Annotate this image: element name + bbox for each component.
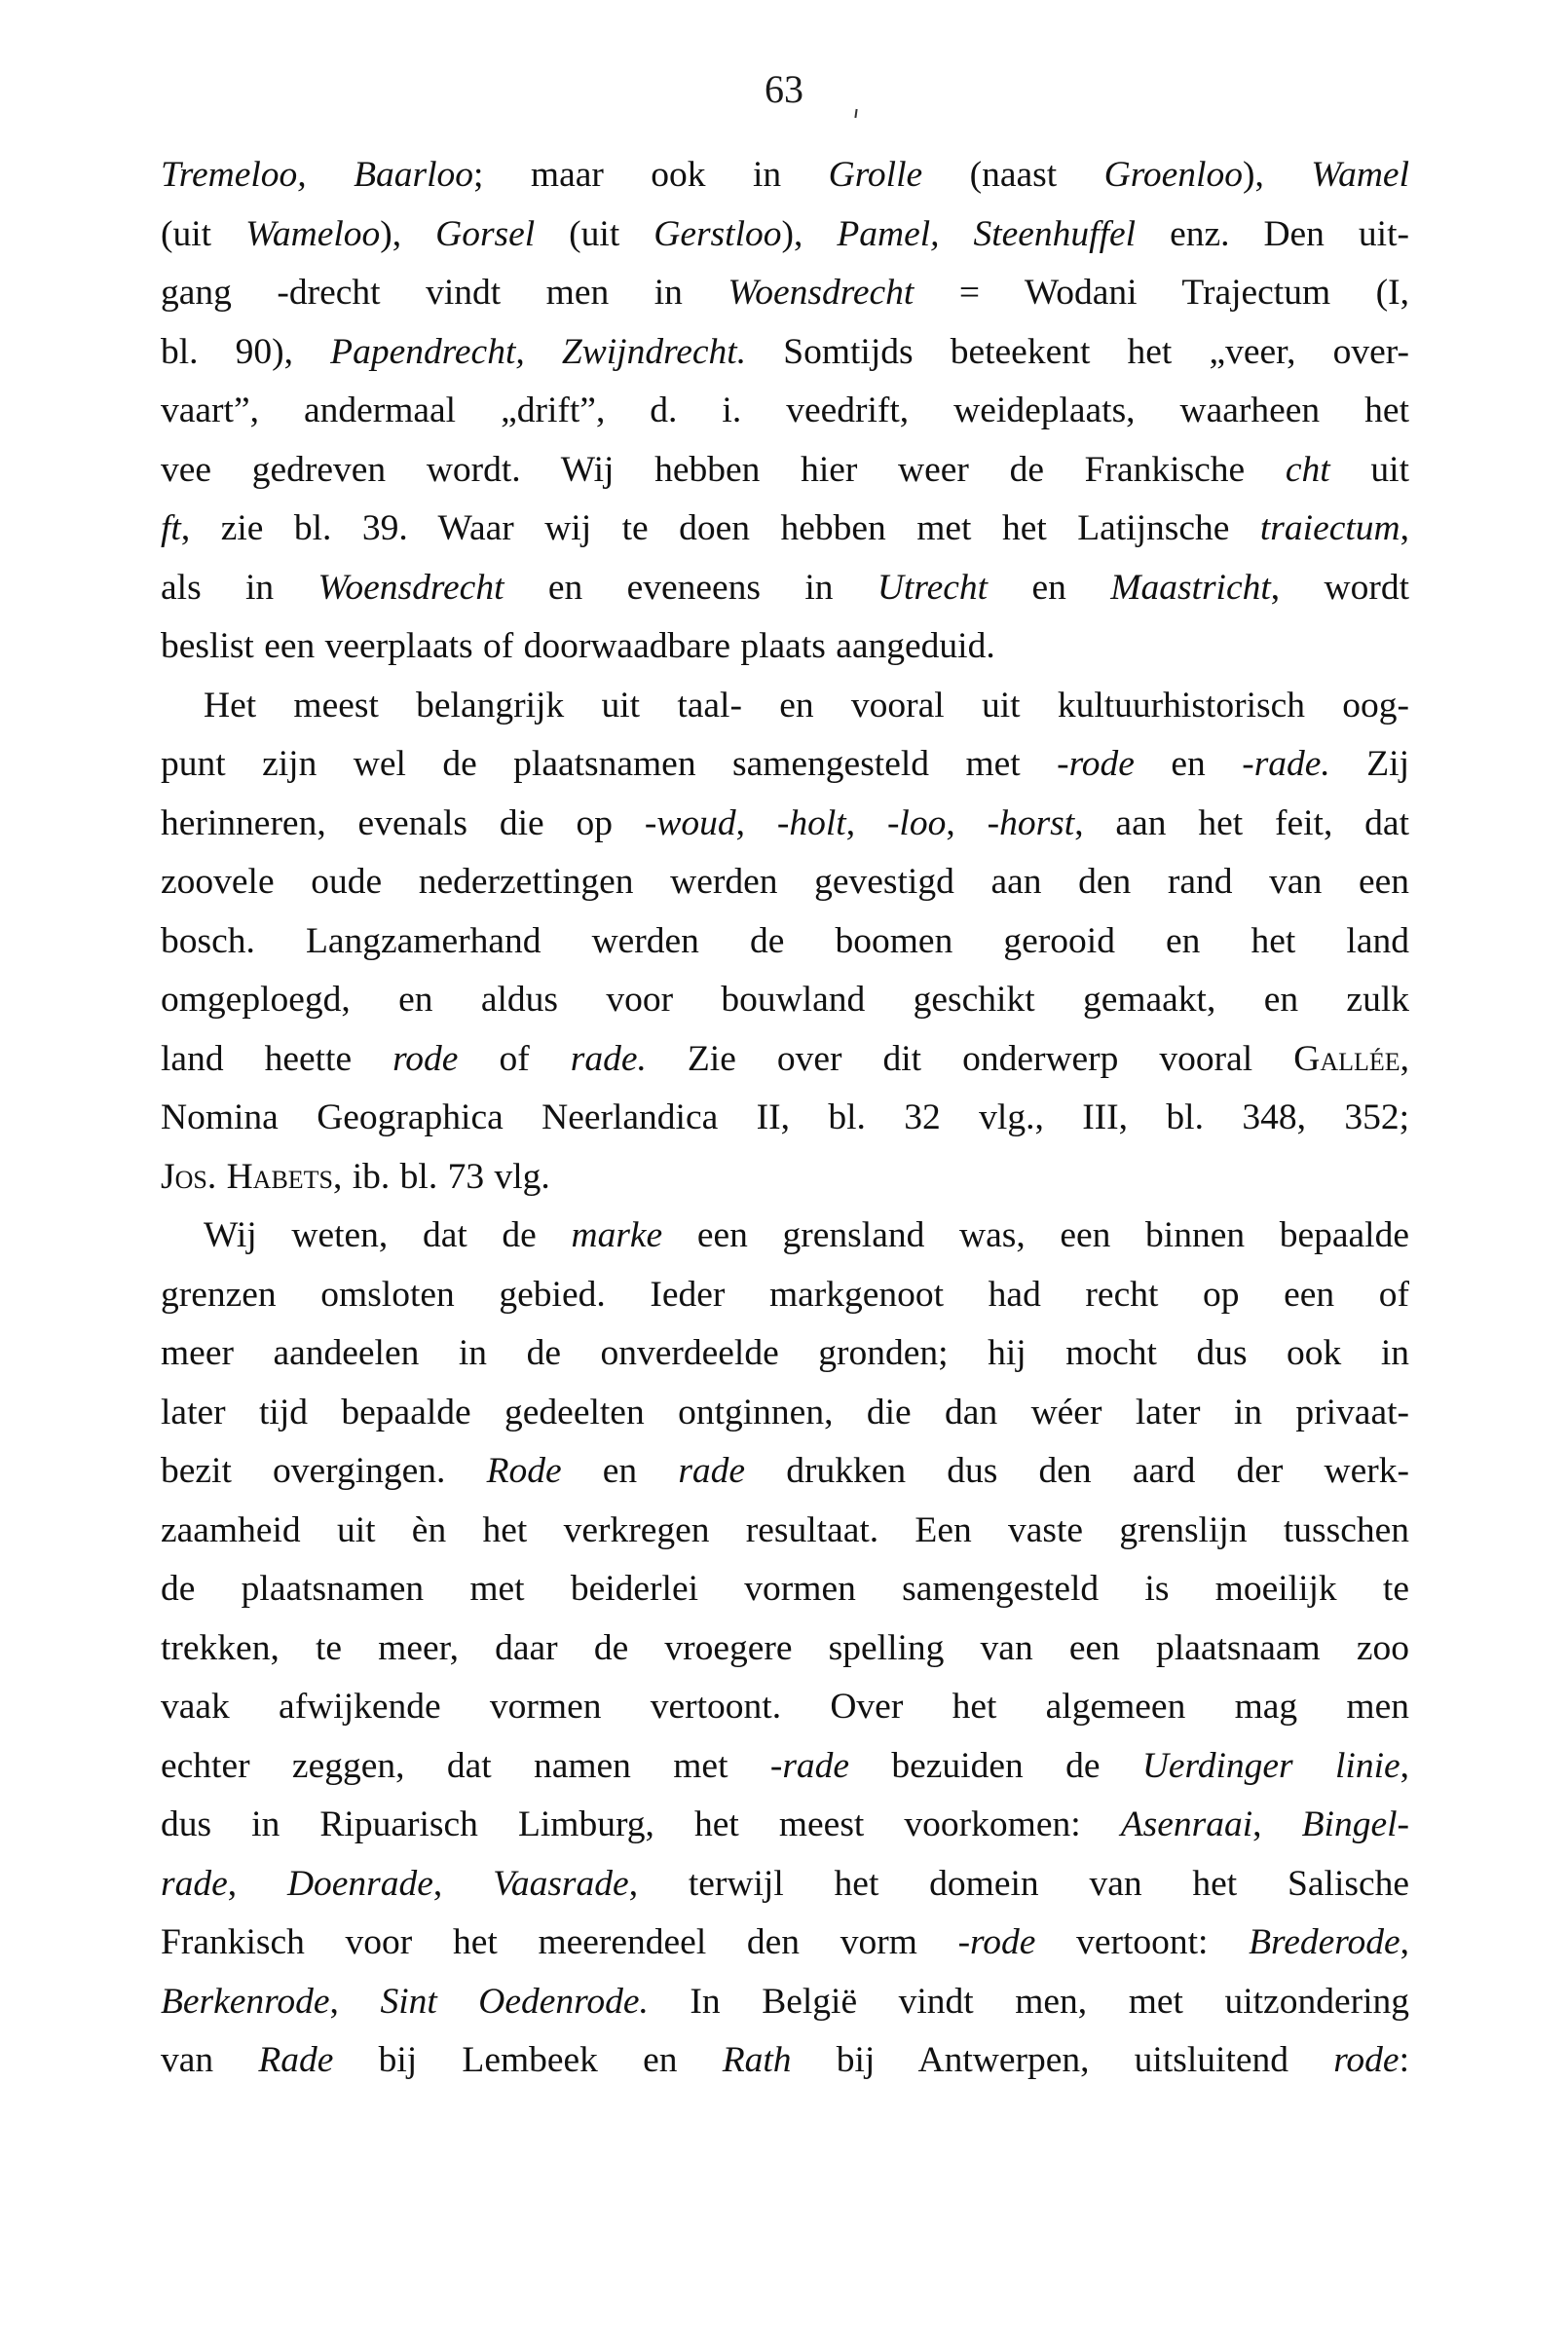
- italic-term: rode: [1333, 2040, 1400, 2080]
- text-run: ,: [432, 1863, 494, 1904]
- text-run: Nomina Geographica Neerlandica II, bl. 32 vlg., III, bl. 348, 352;: [161, 1097, 1409, 1137]
- text-run: ,: [329, 1981, 381, 2022]
- author-name: Jos. Habets: [161, 1156, 334, 1197]
- italic-term: Berkenrode: [161, 1981, 330, 2022]
- text-line: [161, 1266, 1409, 1325]
- text-line: [161, 1560, 1409, 1619]
- text-line: [161, 971, 1409, 1030]
- text-line: [161, 500, 1409, 559]
- text-run: ,: [1252, 1804, 1302, 1844]
- italic-term: traiectum: [1259, 508, 1400, 548]
- text-line: [161, 323, 1409, 383]
- italic-term: cht: [1285, 449, 1330, 490]
- italic-term: Grolle: [828, 155, 923, 195]
- text-run: vaak afwijkende vormen vertoont. Over het algemeen mag men: [161, 1687, 1409, 1727]
- text-line: [161, 912, 1409, 972]
- print-speck: [854, 109, 857, 118]
- italic-term: Wamel: [1311, 155, 1409, 195]
- italic-term: Rath: [722, 2040, 792, 2080]
- text-line: [161, 1855, 1409, 1915]
- text-run: ,: [1400, 1038, 1409, 1079]
- text-run: echter zeggen, dat namen met: [161, 1745, 770, 1786]
- italic-term: -loo: [886, 802, 947, 843]
- text-line: [161, 1089, 1409, 1148]
- text-line: [161, 205, 1409, 265]
- italic-term: Tremeloo, Baarloo: [161, 155, 474, 195]
- text-run: later tijd bepaalde gedeelten ontginnen, die dan wéer later in privaat-: [161, 1392, 1409, 1432]
- text-run: punt zijn wel de plaatsnamen samengesteld met: [161, 744, 1058, 784]
- italic-term: ft: [161, 508, 181, 548]
- text-run: uit: [1329, 449, 1409, 490]
- text-run: bl. 90),: [161, 331, 331, 372]
- text-line: [161, 735, 1409, 795]
- text-run: Het meest belangrijk uit taal- en vooral uit kultuurhistorisch oog-: [204, 685, 1409, 725]
- italic-term: rade.: [570, 1038, 647, 1079]
- text-run: (uit: [161, 213, 246, 254]
- text-run: een grensland was, een binnen bepaalde: [662, 1215, 1409, 1255]
- text-line: [161, 1914, 1409, 1973]
- text-run: ,: [946, 802, 988, 843]
- italic-term: Utrecht: [877, 567, 989, 608]
- italic-term: Maastricht: [1110, 567, 1271, 608]
- paragraph: [161, 1207, 1409, 2091]
- text-run: land heette: [161, 1038, 393, 1079]
- italic-term: -horst: [987, 802, 1075, 843]
- italic-term: Rade: [258, 2040, 334, 2080]
- text-run: bosch. Langzamerhand werden de boomen gerooid en het land: [161, 920, 1409, 961]
- text-run: ,: [1400, 1922, 1410, 1962]
- text-run: en: [988, 567, 1111, 608]
- text-line: [161, 441, 1409, 501]
- italic-term: rode: [392, 1038, 459, 1079]
- text-line: [161, 853, 1409, 912]
- text-line: [161, 1030, 1409, 1090]
- text-line: [161, 382, 1409, 441]
- text-line: [161, 1324, 1409, 1384]
- text-run: bij Antwerpen, uitsluitend: [791, 2040, 1334, 2080]
- text-run: vertoont:: [1035, 1922, 1250, 1962]
- text-run: ,: [845, 802, 887, 843]
- text-run: herinneren, evenals die op: [161, 802, 645, 843]
- text-run: Somtijds beteekent het „veer, over-: [746, 331, 1409, 372]
- italic-term: -rode: [957, 1922, 1036, 1962]
- text-run: ),: [781, 213, 838, 254]
- text-run: ,: [735, 802, 777, 843]
- text-line: [161, 2031, 1409, 2091]
- text-run: bezuiden de: [849, 1745, 1142, 1786]
- text-run: :: [1399, 2040, 1409, 2080]
- paragraph: [161, 146, 1409, 677]
- italic-term: Bingel-: [1301, 1804, 1410, 1844]
- text-line: [161, 1737, 1409, 1797]
- text-run: (uit: [535, 213, 654, 254]
- text-run: Zie over dit onderwerp vooral: [646, 1038, 1294, 1079]
- text-run: vaart”, andermaal „drift”, d. i. veedrift, weideplaats, waarheen het: [161, 390, 1409, 430]
- text-run: gang -drecht vindt men in: [161, 273, 728, 313]
- text-run: en eveneens in: [504, 567, 877, 608]
- text-run: de plaatsnamen met beiderlei vormen samengesteld is moeilijk te: [161, 1569, 1409, 1609]
- text-run: als in: [161, 567, 318, 608]
- text-line: [161, 1973, 1409, 2032]
- text-run: ),: [1242, 155, 1312, 195]
- text-line: [161, 795, 1409, 854]
- text-line: [161, 1502, 1409, 1561]
- text-run: , aan het feit, dat: [1074, 802, 1409, 843]
- italic-term: marke: [571, 1215, 663, 1255]
- text-run: ,: [1400, 508, 1409, 548]
- italic-term: Gerstloo: [653, 213, 782, 254]
- italic-term: Brederode: [1249, 1922, 1400, 1962]
- text-line: [161, 1207, 1409, 1266]
- text-run: , ib. bl. 73 vlg.: [333, 1156, 550, 1197]
- italic-term: -rade.: [1242, 744, 1330, 784]
- text-run: van: [161, 2040, 259, 2080]
- italic-term: Pamel, Steenhuffel: [837, 213, 1137, 254]
- text-run: ),: [380, 213, 436, 254]
- italic-term: Woensdrecht: [317, 567, 504, 608]
- text-run: meer aandeelen in de onverdeelde gronden; hij mocht dus ook in: [161, 1333, 1409, 1373]
- italic-term: Asenraai: [1120, 1804, 1253, 1844]
- text-line: [161, 1148, 1409, 1208]
- italic-term: Sint Oedenrode.: [380, 1981, 649, 2022]
- text-run: ,: [227, 1863, 287, 1904]
- italic-term: Woensdrecht: [728, 273, 915, 313]
- text-run: Frankisch voor het meerendeel den vorm: [161, 1922, 958, 1962]
- text-line: [161, 1619, 1409, 1679]
- italic-term: -rade: [769, 1745, 850, 1786]
- text-line: [161, 1678, 1409, 1737]
- text-run: zaamheid uit èn het verkregen resultaat. Een vaste grenslijn tusschen: [161, 1509, 1409, 1550]
- text-run: In België vindt men, met uitzondering: [648, 1981, 1409, 2022]
- italic-term: Gorsel: [435, 213, 536, 254]
- text-run: vee gedreven wordt. Wij hebben hier weer de Frankische: [161, 449, 1286, 490]
- text-line: [161, 677, 1409, 736]
- text-run: , zie bl. 39. Waar wij te doen hebben met het Latijnsche: [180, 508, 1260, 548]
- text-run: en: [561, 1451, 679, 1491]
- italic-term: Wameloo: [245, 213, 381, 254]
- text-run: zoovele oude nederzettingen werden gevestigd aan den rand van een: [161, 862, 1409, 902]
- text-run: = Wodani Trajectum (I,: [914, 273, 1409, 313]
- text-line: [161, 1442, 1409, 1502]
- text-run: of: [458, 1038, 571, 1079]
- italic-term: Papendrecht, Zwijndrecht.: [330, 331, 747, 372]
- text-line: [161, 1796, 1409, 1855]
- italic-term: Groenloo: [1103, 155, 1243, 195]
- text-run: omgeploegd, en aldus voor bouwland geschikt gemaakt, en zulk: [161, 980, 1409, 1020]
- text-run: Zij: [1329, 744, 1409, 784]
- text-run: (naast: [922, 155, 1104, 195]
- text-run: grenzen omsloten gebied. Ieder markgenoot had recht op een of: [161, 1274, 1409, 1315]
- text-line: [161, 1384, 1409, 1443]
- text-run: bij Lembeek en: [333, 2040, 723, 2080]
- text-run: trekken, te meer, daar de vroegere spelling van een plaatsnaam zoo: [161, 1627, 1409, 1668]
- italic-term: Vaasrade: [493, 1863, 629, 1904]
- italic-term: -holt: [776, 802, 846, 843]
- paragraph: [161, 677, 1409, 1208]
- italic-term: rade: [678, 1451, 746, 1491]
- text-run: drukken dus den aard der werk-: [745, 1451, 1409, 1491]
- text-line: [161, 146, 1409, 205]
- italic-term: -rode: [1057, 744, 1135, 784]
- author-name: Gallée: [1293, 1038, 1400, 1079]
- text-run: dus in Ripuarisch Limburg, het meest voorkomen:: [161, 1804, 1121, 1844]
- text-run: beslist een veerplaats of doorwaadbare plaats aangeduid.: [161, 626, 995, 666]
- text-line: [161, 264, 1409, 323]
- text-run: , terwijl het domein van het Salische: [628, 1863, 1410, 1904]
- text-run: ,: [1400, 1745, 1410, 1786]
- page-number: 63: [765, 67, 803, 111]
- text-run: en: [1134, 744, 1243, 784]
- text-run: Wij weten, dat de: [204, 1215, 572, 1255]
- text-run: , wordt: [1270, 567, 1409, 608]
- text-run: enz. Den uit-: [1136, 213, 1409, 254]
- text-line: [161, 617, 1409, 677]
- italic-term: Rode: [486, 1451, 562, 1491]
- text-line: [161, 559, 1409, 618]
- body-text: [161, 146, 1409, 2091]
- italic-term: Uerdinger linie: [1141, 1745, 1400, 1786]
- italic-term: Doenrade: [286, 1863, 433, 1904]
- text-run: bezit overgingen.: [161, 1451, 487, 1491]
- italic-term: -woud: [644, 802, 736, 843]
- text-run: ; maar ook in: [473, 155, 829, 195]
- italic-term: rade: [161, 1863, 228, 1904]
